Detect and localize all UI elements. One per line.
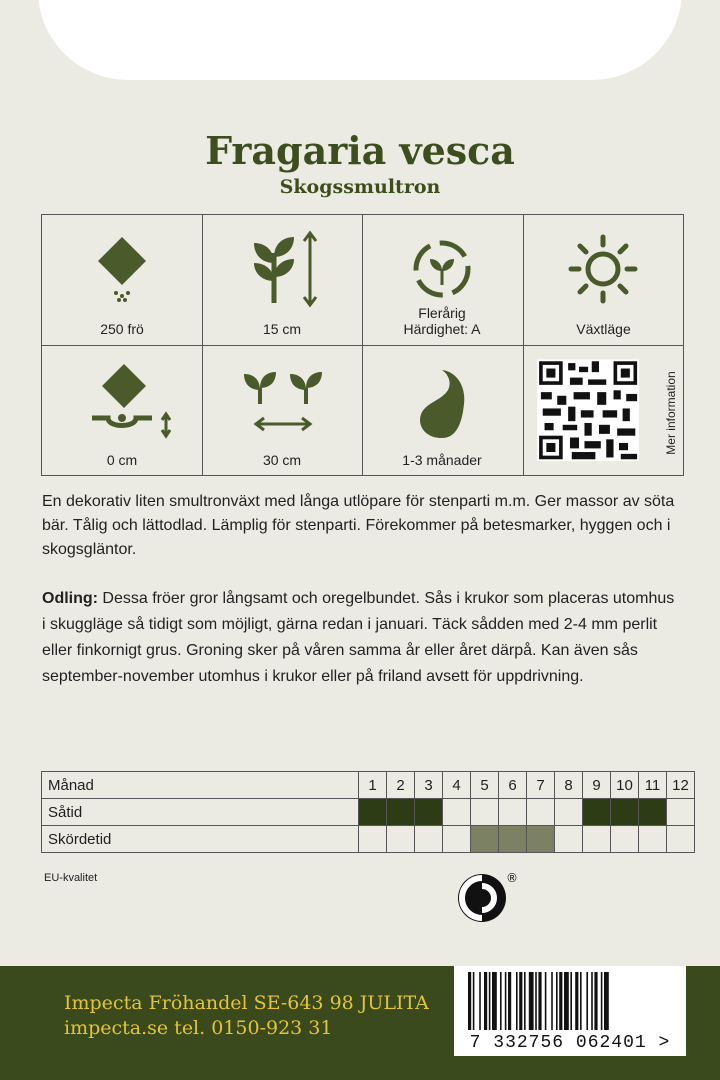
month-6: 6 bbox=[499, 772, 527, 799]
calendar-cell-4 bbox=[443, 799, 471, 826]
calendar-cell-1 bbox=[359, 799, 387, 826]
sowing-row bbox=[42, 799, 695, 826]
calendar-cell-5 bbox=[471, 826, 499, 853]
barcode-bar bbox=[591, 972, 593, 1032]
cultivation-text bbox=[42, 586, 682, 690]
barcode-bar bbox=[516, 972, 518, 1032]
calendar-cell-11 bbox=[639, 799, 667, 826]
calendar-cell-3 bbox=[415, 826, 443, 853]
seed-packet-icon bbox=[42, 223, 202, 313]
spacing-label: 30 cm bbox=[262, 452, 302, 468]
barcode-bar bbox=[580, 972, 582, 1032]
svg-text:®: ® bbox=[506, 872, 518, 885]
seed-count-label: 250 frö bbox=[100, 321, 144, 337]
barcode-bar bbox=[559, 972, 562, 1032]
barcode-bar bbox=[489, 972, 491, 1032]
barcode-bar bbox=[551, 972, 553, 1032]
spacing-cell bbox=[202, 346, 362, 476]
calendar-cell-2 bbox=[387, 799, 415, 826]
barcode-bar bbox=[586, 972, 588, 1032]
barcode-bar bbox=[473, 972, 475, 1032]
calendar-cell-4 bbox=[443, 826, 471, 853]
germination-icon bbox=[362, 354, 522, 444]
calendar-cell-12 bbox=[667, 799, 695, 826]
plant-height-icon bbox=[202, 223, 362, 313]
barcode-bar bbox=[575, 972, 578, 1032]
month-4: 4 bbox=[443, 772, 471, 799]
sowing-depth-icon bbox=[42, 354, 202, 444]
calendar-cell-7 bbox=[527, 826, 555, 853]
barcode-bar bbox=[500, 972, 502, 1032]
sowing-calendar bbox=[41, 771, 695, 853]
plant-height-label: 15 cm bbox=[262, 321, 302, 337]
month-8: 8 bbox=[555, 772, 583, 799]
description: En dekorativ liten smultronväxt med långa utlöpare för stenparti m.m. Ger massor av söta bär. Tålig och lättodlad. Lämplig för stenparti. Förekommer på betesmarker, hyggen och i skogsgläntor. bbox=[42, 493, 675, 558]
barcode-bar bbox=[538, 972, 541, 1032]
month-5: 5 bbox=[471, 772, 499, 799]
month-7: 7 bbox=[527, 772, 555, 799]
calendar-cell-1 bbox=[359, 826, 387, 853]
calendar-month-row bbox=[42, 772, 695, 799]
month-1: 1 bbox=[359, 772, 387, 799]
barcode-bar bbox=[468, 972, 471, 1032]
barcode-bar bbox=[508, 972, 511, 1032]
position-label: Växtläge bbox=[576, 321, 631, 337]
common-name: Skogssmultron bbox=[279, 176, 441, 198]
barcode-bar bbox=[556, 972, 558, 1032]
qr-code-icon[interactable] bbox=[519, 354, 679, 472]
calendar-cell-5 bbox=[471, 799, 499, 826]
barcode-bar bbox=[535, 972, 537, 1032]
seed-count-cell bbox=[42, 215, 202, 345]
barcode-bar bbox=[505, 972, 507, 1032]
barcode-bar bbox=[492, 972, 497, 1032]
green-dot-recycle-icon bbox=[458, 872, 518, 924]
barcode-bar bbox=[484, 972, 487, 1032]
more-info-label: Mer information bbox=[664, 371, 678, 455]
calendar-cell-7 bbox=[527, 799, 555, 826]
month-10: 10 bbox=[611, 772, 639, 799]
sowing-depth-label: 0 cm bbox=[106, 452, 138, 468]
perennial-label: Flerårig Härdighet: A bbox=[403, 305, 481, 337]
month-11: 11 bbox=[639, 772, 667, 799]
plant-spacing-icon bbox=[202, 354, 362, 444]
sowing-depth-cell bbox=[42, 346, 202, 476]
month-9: 9 bbox=[583, 772, 611, 799]
barcode-bar bbox=[601, 972, 603, 1032]
company-address: Impecta Fröhandel SE-643 98 JULITA bbox=[64, 992, 429, 1014]
sowing-label: Såtid bbox=[42, 799, 359, 826]
calendar-cell-10 bbox=[611, 799, 639, 826]
barcode-bar bbox=[594, 972, 597, 1032]
sun-icon bbox=[523, 223, 683, 313]
plant-height-cell bbox=[202, 215, 362, 345]
perennial-cycle-icon bbox=[362, 223, 522, 313]
calendar-cell-2 bbox=[387, 826, 415, 853]
calendar-cell-10 bbox=[611, 826, 639, 853]
germination-cell bbox=[362, 346, 522, 476]
packet-top-cutout bbox=[38, 0, 682, 80]
calendar-cell-8 bbox=[555, 799, 583, 826]
position-cell bbox=[523, 215, 684, 345]
cultivation-label: Odling: bbox=[42, 590, 98, 607]
perennial-cell bbox=[362, 215, 522, 345]
month-12: 12 bbox=[667, 772, 695, 799]
company-contact: impecta.se tel. 0150-923 31 bbox=[64, 1017, 333, 1039]
species-title: Fragaria vesca bbox=[205, 128, 515, 173]
barcode-number: 7 332756 062401 > bbox=[454, 1030, 686, 1056]
calendar-cell-9 bbox=[583, 826, 611, 853]
more-info-cell bbox=[523, 346, 684, 476]
calendar-cell-6 bbox=[499, 799, 527, 826]
month-header: Månad bbox=[42, 772, 359, 799]
info-icon-grid bbox=[41, 214, 684, 476]
barcode-bar bbox=[564, 972, 569, 1032]
barcode-bar bbox=[604, 972, 609, 1032]
barcode-bar bbox=[524, 972, 526, 1032]
harvest-row bbox=[42, 826, 695, 853]
harvest-label: Skördetid bbox=[42, 826, 359, 853]
calendar-cell-9 bbox=[583, 799, 611, 826]
barcode-bar bbox=[545, 972, 547, 1032]
month-3: 3 bbox=[415, 772, 443, 799]
eu-quality-label: EU-kvalitet bbox=[44, 872, 98, 884]
barcode-bar bbox=[519, 972, 522, 1032]
barcode-bar bbox=[570, 972, 572, 1032]
month-2: 2 bbox=[387, 772, 415, 799]
cultivation-body: Dessa fröer gror långsamt och oregelbundet. Sås i krukor som placeras utomhus i skuggläge så tidigt som möjligt, gärna redan i januari. Täck sådden med 2-4 mm perlit eller finkornigt grus. Groning sker på våren samma år eller året därpå. Kan även sås september-november utomhus i krukor eller på friland avsett för uppdrivning. bbox=[42, 590, 675, 685]
calendar-cell-3 bbox=[415, 799, 443, 826]
calendar-cell-12 bbox=[667, 826, 695, 853]
calendar-cell-8 bbox=[555, 826, 583, 853]
barcode-bar bbox=[479, 972, 481, 1032]
calendar-cell-6 bbox=[499, 826, 527, 853]
barcode-bar bbox=[529, 972, 534, 1032]
germination-label: 1-3 månader bbox=[402, 452, 482, 468]
calendar-cell-11 bbox=[639, 826, 667, 853]
